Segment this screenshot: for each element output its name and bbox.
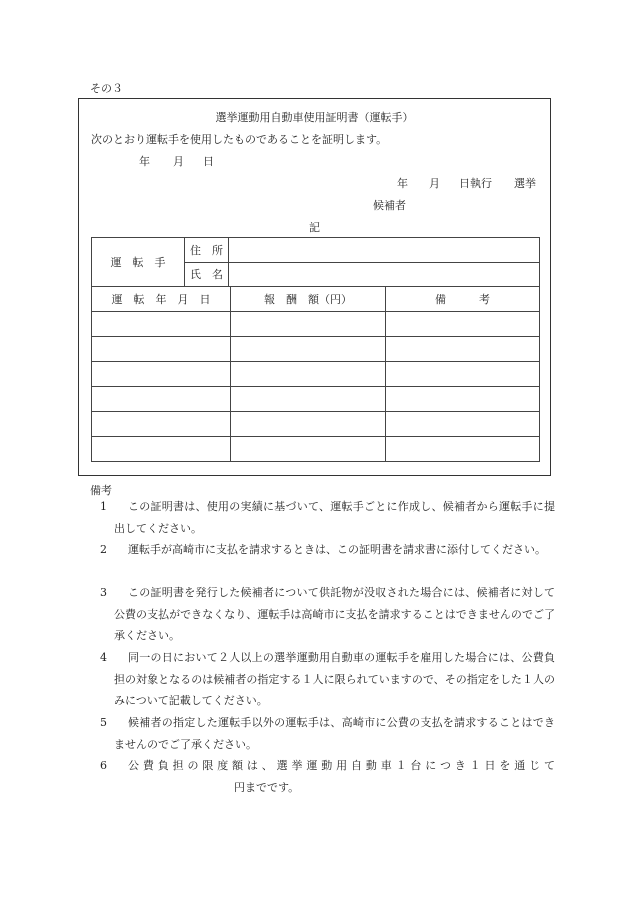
note-text: この証明書を発行した候補者について供託物が没収された場合には、候補者に対して公費の支払ができなくなり、運転手は高崎市に支払を請求することはできませんのでご了承ください。 <box>114 586 555 642</box>
date-cell[interactable] <box>92 362 231 387</box>
certificate-frame <box>78 98 551 476</box>
date-cell[interactable] <box>92 312 231 337</box>
address-label: 住 所 <box>185 238 229 263</box>
date-cell[interactable] <box>92 437 231 462</box>
date-cell[interactable] <box>92 337 231 362</box>
note-text: 運転手が高崎市に支払を請求するときは、この証明書を請求書に添付してください。 <box>128 543 546 556</box>
note-text: 同一の日において２人以上の選挙運動用自動車の運転手を雇用した場合には、公費負担の対象となるのは候補者の指定する１人に限られていますので、その指定をした１人のみについて記載してください。 <box>114 651 555 707</box>
limit-text-after: 円までです。 <box>234 780 300 794</box>
record-row <box>92 387 540 412</box>
remarks-cell[interactable] <box>386 337 540 362</box>
remuneration-cell[interactable] <box>231 337 386 362</box>
note-text: 候補者の指定した運転手以外の運転手は、高崎市に公費の支払を請求することはできませんのでご了承ください。 <box>114 716 555 751</box>
limit-text-before: 公費負担の限度額は、選挙運動用自動車１台につき１日を通じて <box>128 759 555 772</box>
note-item <box>100 496 555 539</box>
header-remuneration: 報 酬 額（円） <box>231 287 386 312</box>
note-number: 3 <box>100 586 107 599</box>
remarks-cell[interactable] <box>386 312 540 337</box>
note-item <box>100 755 555 798</box>
election-year-label: 年 <box>397 177 408 190</box>
note-item <box>100 712 555 755</box>
note-number: 4 <box>100 651 107 664</box>
date-year-label: 年 <box>139 155 150 168</box>
note-item <box>100 647 555 712</box>
driving-record-table <box>91 286 540 462</box>
remarks-cell[interactable] <box>386 387 540 412</box>
note-number: 5 <box>100 716 107 729</box>
remuneration-cell[interactable] <box>231 362 386 387</box>
note-item <box>100 539 555 561</box>
remuneration-cell[interactable] <box>231 387 386 412</box>
date-day-label: 日 <box>203 155 214 168</box>
note-text: この証明書は、使用の実績に基づいて、運転手ごとに作成し、候補者から運転手に提出してください。 <box>114 500 555 535</box>
record-row <box>92 362 540 387</box>
certificate-title: 選挙運動用自動車使用証明書（運転手） <box>215 111 414 124</box>
address-field[interactable] <box>229 238 540 263</box>
date-cell[interactable] <box>92 387 231 412</box>
election-label: 選挙 <box>514 177 536 190</box>
remuneration-cell[interactable] <box>231 412 386 437</box>
note-text <box>100 755 555 798</box>
candidate-label: 候補者 <box>373 199 406 212</box>
record-row <box>92 412 540 437</box>
name-label: 氏 名 <box>185 262 229 287</box>
driver-info-table <box>91 237 540 287</box>
header-remarks: 備 考 <box>386 287 540 312</box>
remarks-cell[interactable] <box>386 362 540 387</box>
date-cell[interactable] <box>92 412 231 437</box>
record-row <box>92 337 540 362</box>
name-field[interactable] <box>229 262 540 287</box>
election-month-label: 月 <box>429 177 440 190</box>
remarks-cell[interactable] <box>386 412 540 437</box>
note-item <box>100 582 555 647</box>
form-number-label: その３ <box>90 82 123 95</box>
record-row <box>92 312 540 337</box>
remuneration-cell[interactable] <box>231 312 386 337</box>
header-driving-date: 運 転 年 月 日 <box>92 287 231 312</box>
note-number: 6 <box>100 759 107 772</box>
ki-heading: 記 <box>309 221 320 234</box>
remuneration-cell[interactable] <box>231 437 386 462</box>
record-row <box>92 437 540 462</box>
note-number: 2 <box>100 543 107 556</box>
election-held-label: 日執行 <box>459 177 492 190</box>
date-month-label: 月 <box>173 155 184 168</box>
certificate-intro: 次のとおり運転手を使用したものであることを証明します。 <box>91 133 388 146</box>
notes-heading: 備考 <box>90 484 112 497</box>
remarks-cell[interactable] <box>386 437 540 462</box>
driver-label: 運 転 手 <box>92 238 185 287</box>
note-number: 1 <box>100 500 107 513</box>
